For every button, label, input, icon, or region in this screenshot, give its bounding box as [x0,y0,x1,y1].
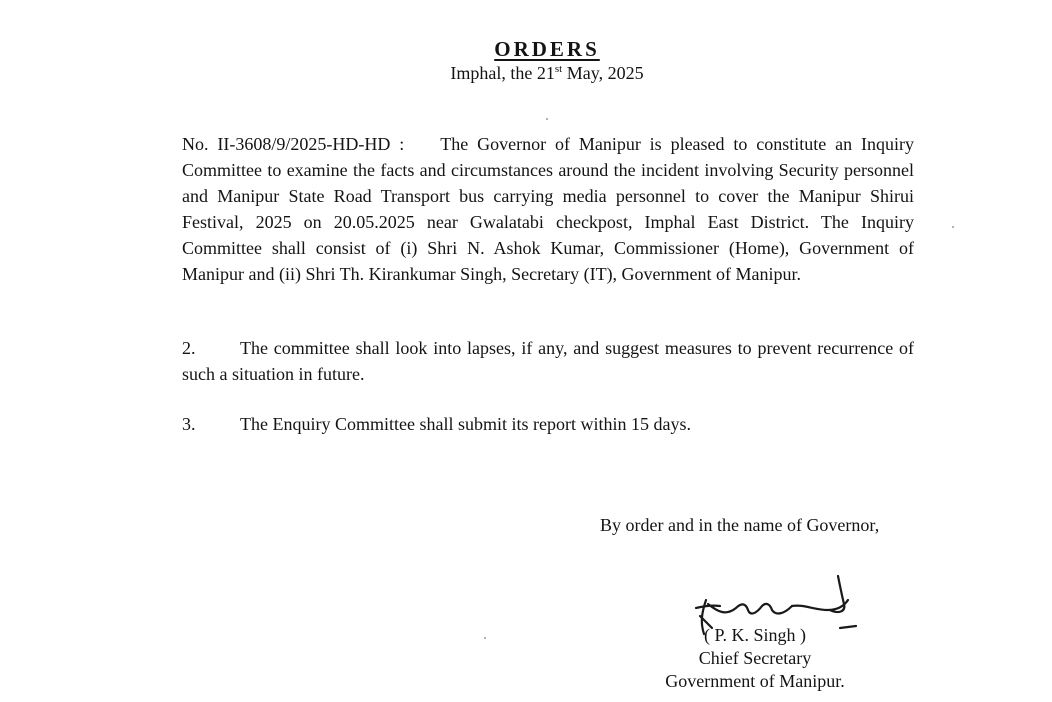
paragraph-2-number: 2. [182,338,196,358]
order-reference-number: No. II-3608/9/2025-HD-HD : [182,134,405,154]
signatory-name: ( P. K. Singh ) [703,625,806,645]
signatory-designation: Chief Secretary [698,648,812,668]
order-paragraph-2-text: The committee shall look into lapses, if any, and suggest measures to prevent recurrence of such a situation in future. [182,338,914,384]
order-paragraph-1 [182,131,914,287]
scan-speck [484,637,486,639]
document-title: ORDERS [494,37,600,61]
order-paragraph-3-text: The Enquiry Committee shall submit its report within 15 days. [240,414,691,434]
signatory-block [640,624,870,693]
order-paragraph-2 [182,335,914,387]
date-ordinal: st [554,63,563,75]
order-paragraph-3 [182,411,914,437]
place-and-date [0,62,1052,84]
order-paragraph-1-text: The Governor of Manipur is pleased to constitute an Inquiry Committee to examine the facts and circumstances around the incident involving Security personnel and Manipur State Road Transport bus carrying media personnel to cover the Manipur Shirui Festival, 2025 on 20.05.2025 near Gwalatabi checkpost, Imphal East District. The Inquiry Committee shall consist of (i) Shri N. Ashok Kumar, Commissioner (Home), Government of Manipur and (ii) Shri Th. Kirankumar Singh, Secretary (IT), Government of Manipur. [182,134,915,284]
scan-speck [952,226,954,228]
paragraph-3-number: 3. [182,414,196,434]
scan-speck [546,118,548,120]
closing-line: By order and in the name of Governor, [600,515,880,535]
date-suffix: May, 2025 [562,63,644,83]
signatory-office: Government of Manipur. [665,671,845,691]
date-prefix: Imphal, the 21 [450,63,555,83]
